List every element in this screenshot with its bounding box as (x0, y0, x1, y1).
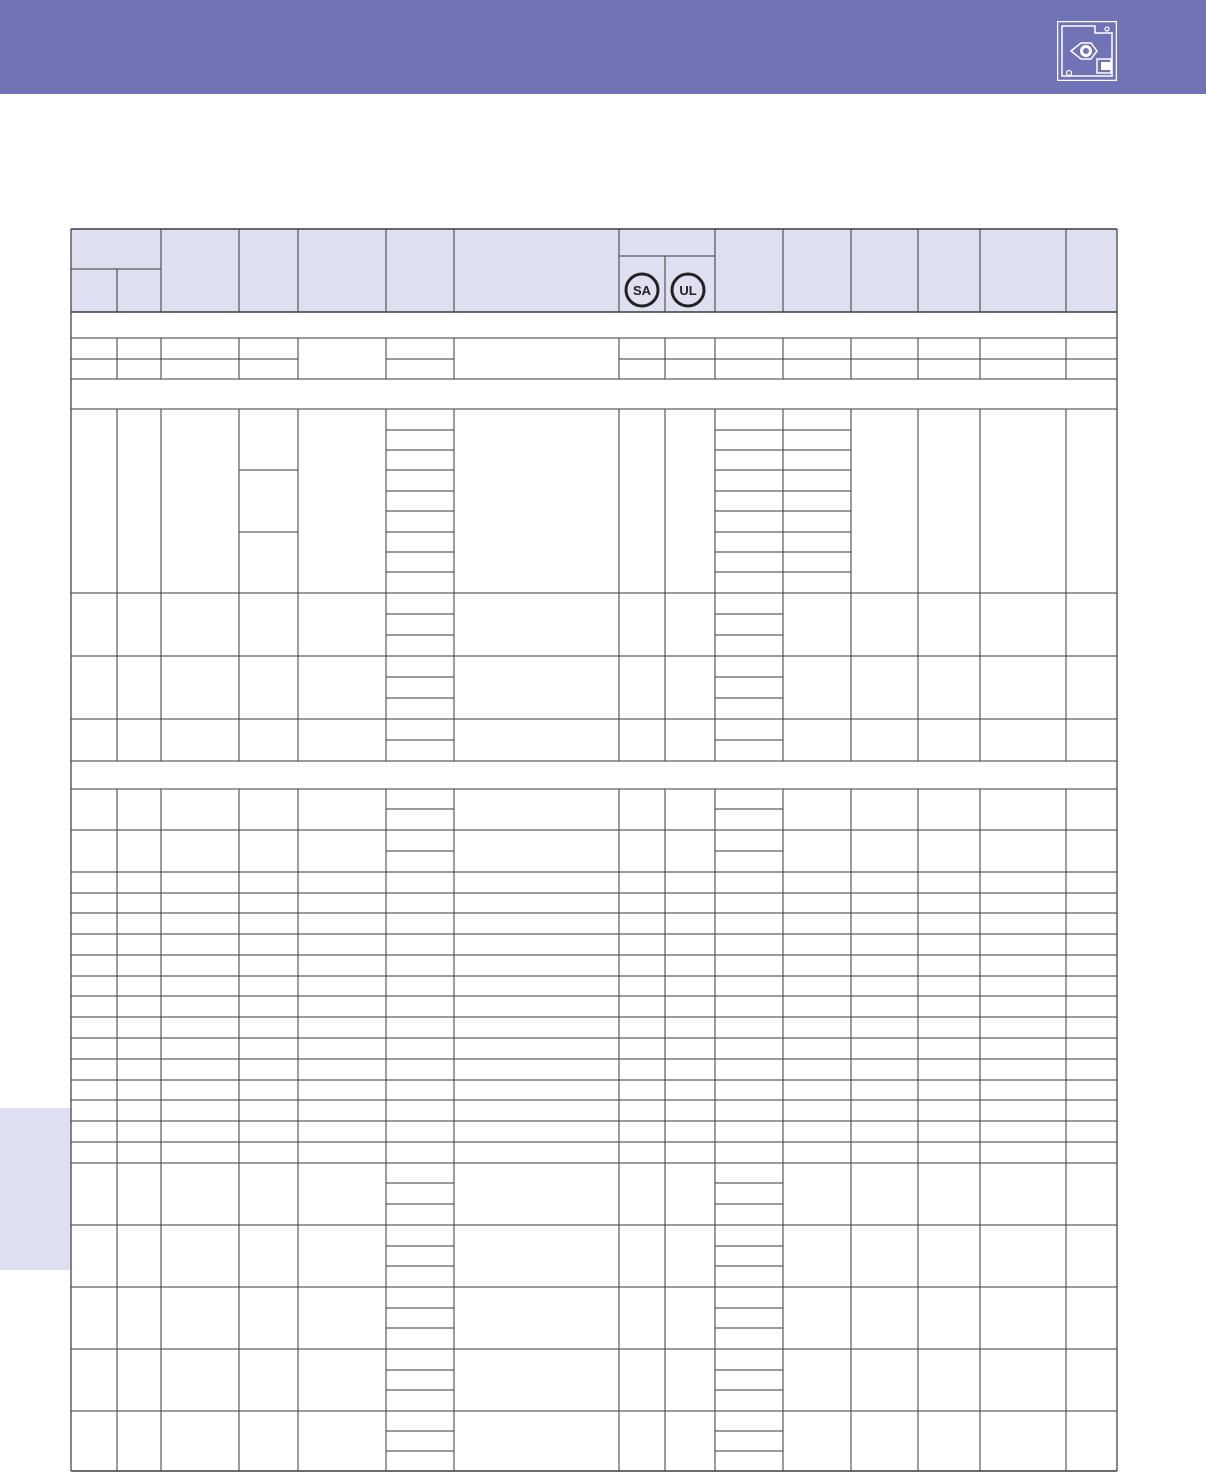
ul-mark-icon-glyph: UL (679, 283, 697, 298)
table-header-row (71, 229, 1117, 312)
section-band (71, 761, 1117, 789)
section-band (71, 379, 1117, 409)
section-band (71, 312, 1117, 338)
csa-mark-icon-glyph: SA (632, 283, 652, 298)
